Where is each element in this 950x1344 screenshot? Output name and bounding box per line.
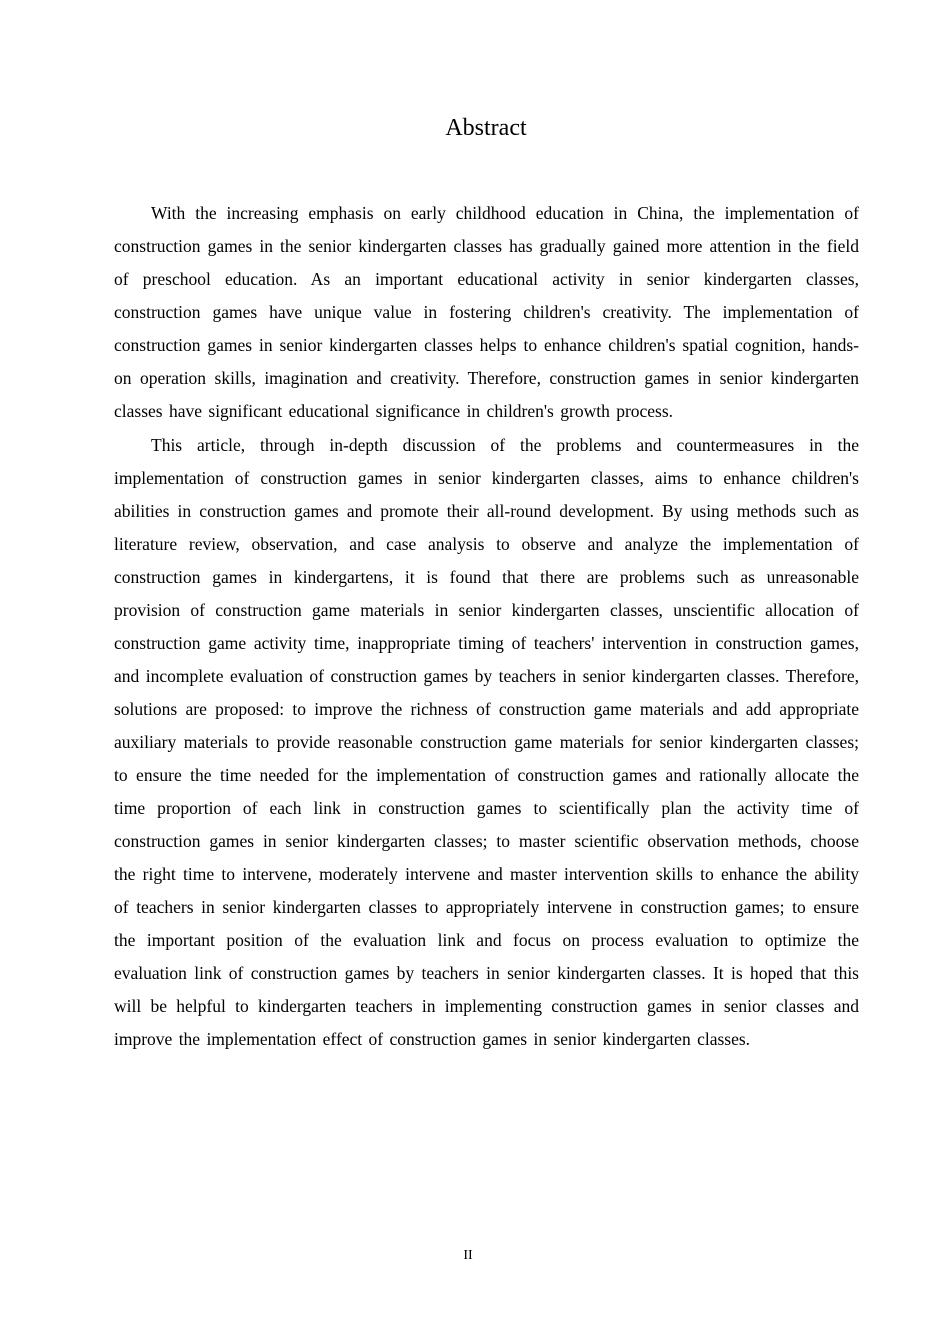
abstract-paragraph-2: This article, through in-depth discussion of the problems and countermeasures in the implementation of construction games in senior kindergarten classes, aims to enhance children's abilities in construction games and promote their all-round development. By using methods such as literature review, observation, and case analysis to observe and analyze the implementation of construction games in kindergartens, it is found that there are problems such as unreasonable provision of construction game materials in senior kindergarten classes, unscientific allocation of construction game activity time, inappropriate timing of teachers' intervention in construction games, and incomplete evaluation of construction games by teachers in senior kindergarten classes. Therefore, solutions are proposed: to improve the richness of construction game materials and add appropriate auxiliary materials to provide reasonable construction game materials for senior kindergarten classes; to ensure the time needed for the implementation of construction games and rationally allocate the time proportion of each link in construction games to scientifically plan the activity time of construction games in senior kindergarten classes; to master scientific observation methods, choose the right time to intervene, moderately intervene and master intervention skills to enhance the ability of teachers in senior kindergarten classes to appropriately intervene in construction games; to ensure the important position of the evaluation link and focus on process evaluation to optimize the evaluation link of construction games by teachers in senior kindergarten classes. It is hoped that this will be helpful to kindergarten teachers in implementing construction games in senior classes and improve the implementation effect of construction games in senior kindergarten classes. [114, 435, 859, 1049]
abstract-paragraph-1: With the increasing emphasis on early childhood education in China, the implementation of construction games in the senior kindergarten classes has gradually gained more attention in the field of preschool education. As an important educational activity in senior kindergarten classes, construction games have unique value in fostering children's creativity. The implementation of construction games in senior kindergarten classes helps to enhance children's spatial cognition, hands-on operation skills, imagination and creativity. Therefore, construction games in senior kindergarten classes have significant educational significance in children's growth process. [114, 203, 859, 421]
page-title: Abstract [445, 115, 527, 141]
page-number: II [463, 1248, 473, 1263]
abstract-body [114, 197, 859, 1057]
